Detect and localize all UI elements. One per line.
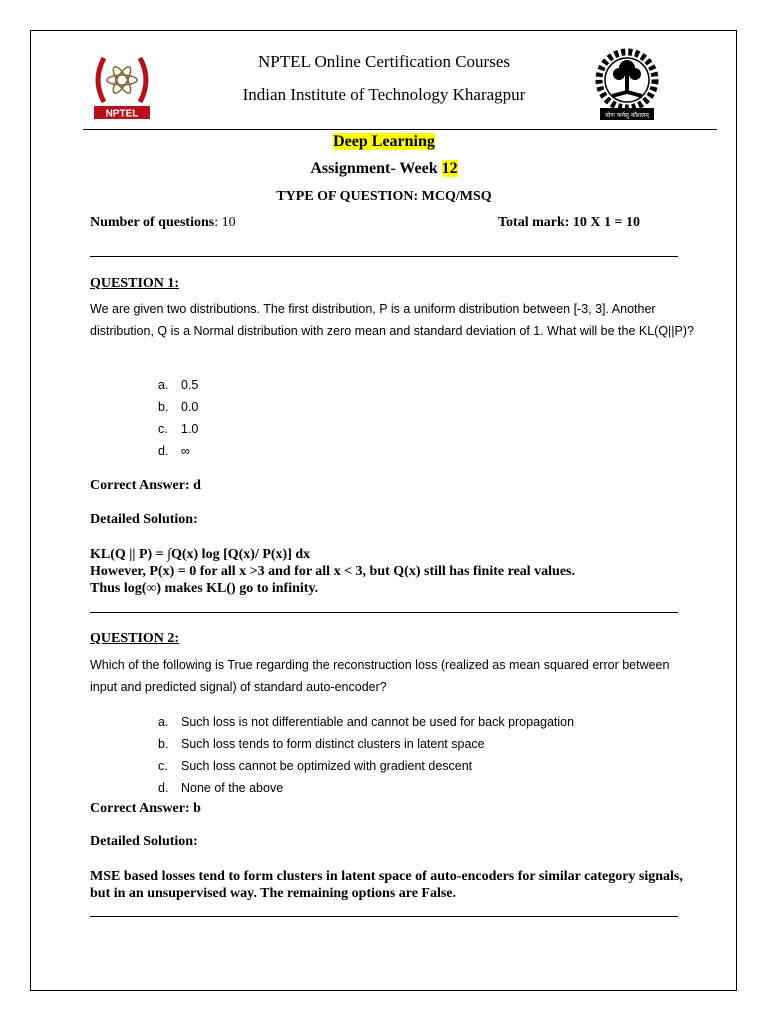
course-title-text: Deep Learning xyxy=(333,133,435,150)
section-divider xyxy=(90,256,678,257)
question-divider xyxy=(90,916,678,917)
assignment-prefix: Assignment- Week xyxy=(310,160,442,177)
question-1-options xyxy=(158,374,198,462)
question-2-options xyxy=(158,711,574,799)
option-d: d. ∞ xyxy=(158,444,190,458)
header-divider xyxy=(83,129,717,130)
solution-line: MSE based losses tend to form clusters in latent space of auto-encoders for similar category signals, but in an unsupervised way. The remaining options are False. xyxy=(90,869,683,901)
solution-line: However, P(x) = 0 for all x >3 and for all x < 3, but Q(x) still has finite real values. xyxy=(90,564,576,579)
assignment-title xyxy=(0,160,768,178)
number-of-questions-label: Number of questions xyxy=(90,215,215,230)
question-2-solution-label: Detailed Solution: xyxy=(90,834,198,849)
question-2-solution xyxy=(90,868,690,902)
option-c: c. Such loss cannot be optimized with gradient descent xyxy=(158,759,473,773)
solution-line: Thus log(∞) makes KL() go to infinity. xyxy=(90,581,319,596)
solution-line: KL(Q || P) = ∫Q(x) log [Q(x)/ P(x)] dx xyxy=(90,547,311,562)
question-1-heading: QUESTION 1: xyxy=(90,276,180,291)
question-type: TYPE OF QUESTION: MCQ/MSQ xyxy=(276,189,492,204)
total-mark: Total mark: 10 X 1 = 10 xyxy=(498,215,641,230)
question-1-answer: Correct Answer: d xyxy=(90,478,201,493)
question-divider xyxy=(90,612,678,613)
option-b: b. 0.0 xyxy=(158,400,199,414)
option-c: c. 1.0 xyxy=(158,422,199,436)
question-2-answer: Correct Answer: b xyxy=(90,801,201,816)
question-2-heading: QUESTION 2: xyxy=(90,631,180,646)
number-of-questions-value: : 10 xyxy=(214,215,236,230)
option-a: a. Such loss is not differentiable and cannot be used for back propagation xyxy=(158,715,575,729)
option-d: d. None of the above xyxy=(158,781,284,795)
question-1-solution-label: Detailed Solution: xyxy=(90,512,198,527)
question-2-text: Which of the following is True regarding the reconstruction loss (realized as mean squared error between input and predicted signal) of standard auto-encoder? xyxy=(90,658,670,694)
header-course-title: NPTEL Online Certification Courses xyxy=(258,52,510,71)
number-of-questions xyxy=(90,215,236,231)
option-a: a. 0.5 xyxy=(158,378,199,392)
question-1-text: We are given two distributions. The first distribution, P is a uniform distribution between [-3, 3]. Another distribution, Q is a Normal distribution with zero mean and standard deviation of 1. What will be the KL(Q||P)? xyxy=(90,302,695,338)
course-title xyxy=(0,133,768,151)
option-b: b. Such loss tends to form distinct clusters in latent space xyxy=(158,737,485,751)
nptel-logo-text: NPTEL xyxy=(105,108,139,120)
week-number: 12 xyxy=(441,160,458,177)
question-1-solution xyxy=(90,546,690,597)
header-institute: Indian Institute of Technology Kharagpur xyxy=(242,85,526,104)
kgp-logo-text: योगः कर्मसु कौशलम् xyxy=(605,112,649,119)
